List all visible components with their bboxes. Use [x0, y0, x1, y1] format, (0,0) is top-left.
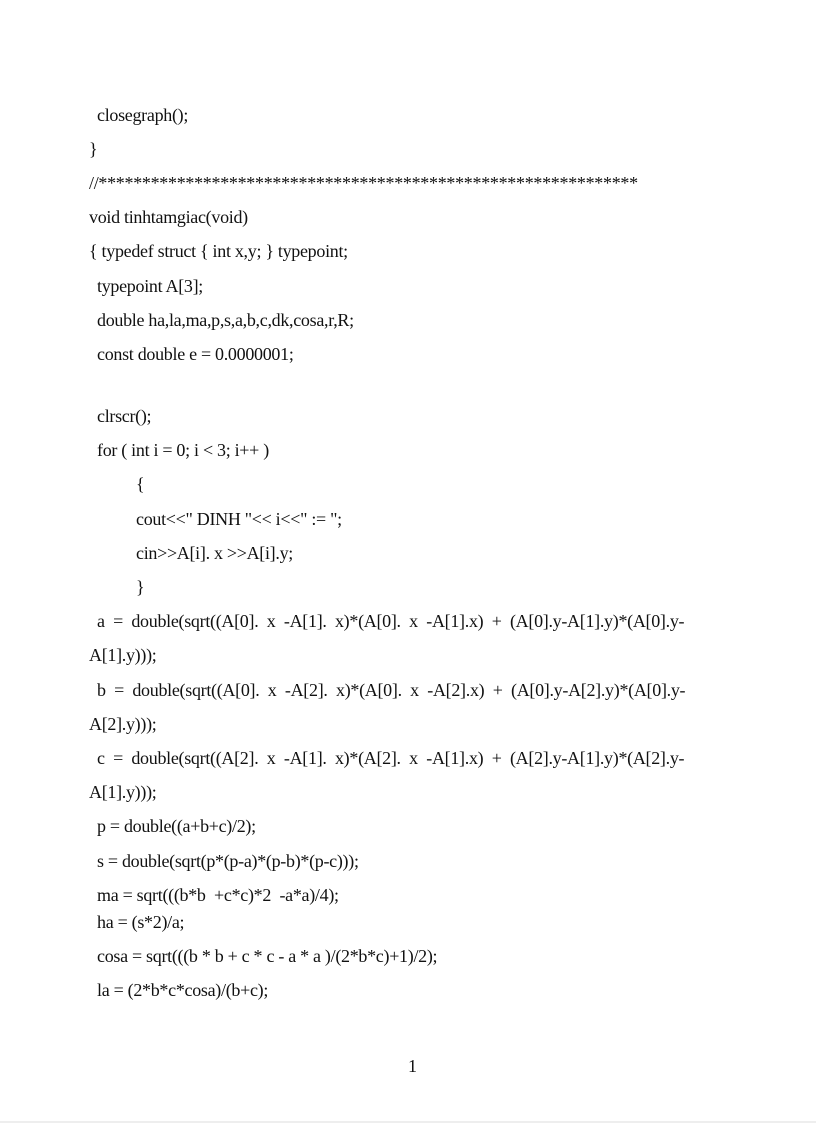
- code-line: a = double(sqrt((A[0]. x -A[1]. x)*(A[0]. x -A[1].x) + (A[0].y-A[1].y)*(A[0].y-: [97, 611, 685, 631]
- code-line: typepoint A[3];: [97, 276, 203, 296]
- code-line: cout<<" DINH "<< i<<" := ";: [136, 509, 342, 529]
- code-line: double ha,la,ma,p,s,a,b,c,dk,cosa,r,R;: [97, 310, 354, 330]
- code-line: void tinhtamgiac(void): [89, 207, 248, 227]
- code-line: la = (2*b*c*cosa)/(b+c);: [97, 980, 269, 1000]
- code-line: A[1].y)));: [89, 645, 157, 665]
- code-line: closegraph();: [97, 105, 189, 125]
- code-line: b = double(sqrt((A[0]. x -A[2]. x)*(A[0]. x -A[2].x) + (A[0].y-A[2].y)*(A[0].y-: [97, 680, 686, 700]
- code-line: }: [136, 577, 145, 597]
- code-line: cin>>A[i]. x >>A[i].y;: [136, 543, 293, 563]
- code-line: c = double(sqrt((A[2]. x -A[1]. x)*(A[2]. x -A[1].x) + (A[2].y-A[1].y)*(A[2].y-: [97, 748, 685, 768]
- code-line: { typedef struct { int x,y; } typepoint;: [89, 241, 348, 261]
- code-line: p = double((a+b+c)/2);: [97, 816, 256, 836]
- code-line: ma = sqrt(((b*b +c*c)*2 -a*a)/4);: [97, 885, 339, 905]
- code-line: clrscr();: [97, 406, 152, 426]
- page-number: 1: [408, 1056, 417, 1076]
- code-line: A[2].y)));: [89, 714, 157, 734]
- code-line: cosa = sqrt(((b * b + c * c - a * a )/(2*b*c)+1)/2);: [97, 946, 438, 966]
- code-line: //**************************************************************: [89, 173, 638, 193]
- code-line: A[1].y)));: [89, 782, 157, 802]
- code-line: for ( int i = 0; i < 3; i++ ): [97, 440, 269, 460]
- code-line: const double e = 0.0000001;: [97, 344, 294, 364]
- code-line: ha = (s*2)/a;: [97, 912, 185, 932]
- code-line: s = double(sqrt(p*(p-a)*(p-b)*(p-c)));: [97, 851, 359, 871]
- code-line: {: [136, 474, 145, 494]
- code-line: }: [89, 139, 98, 159]
